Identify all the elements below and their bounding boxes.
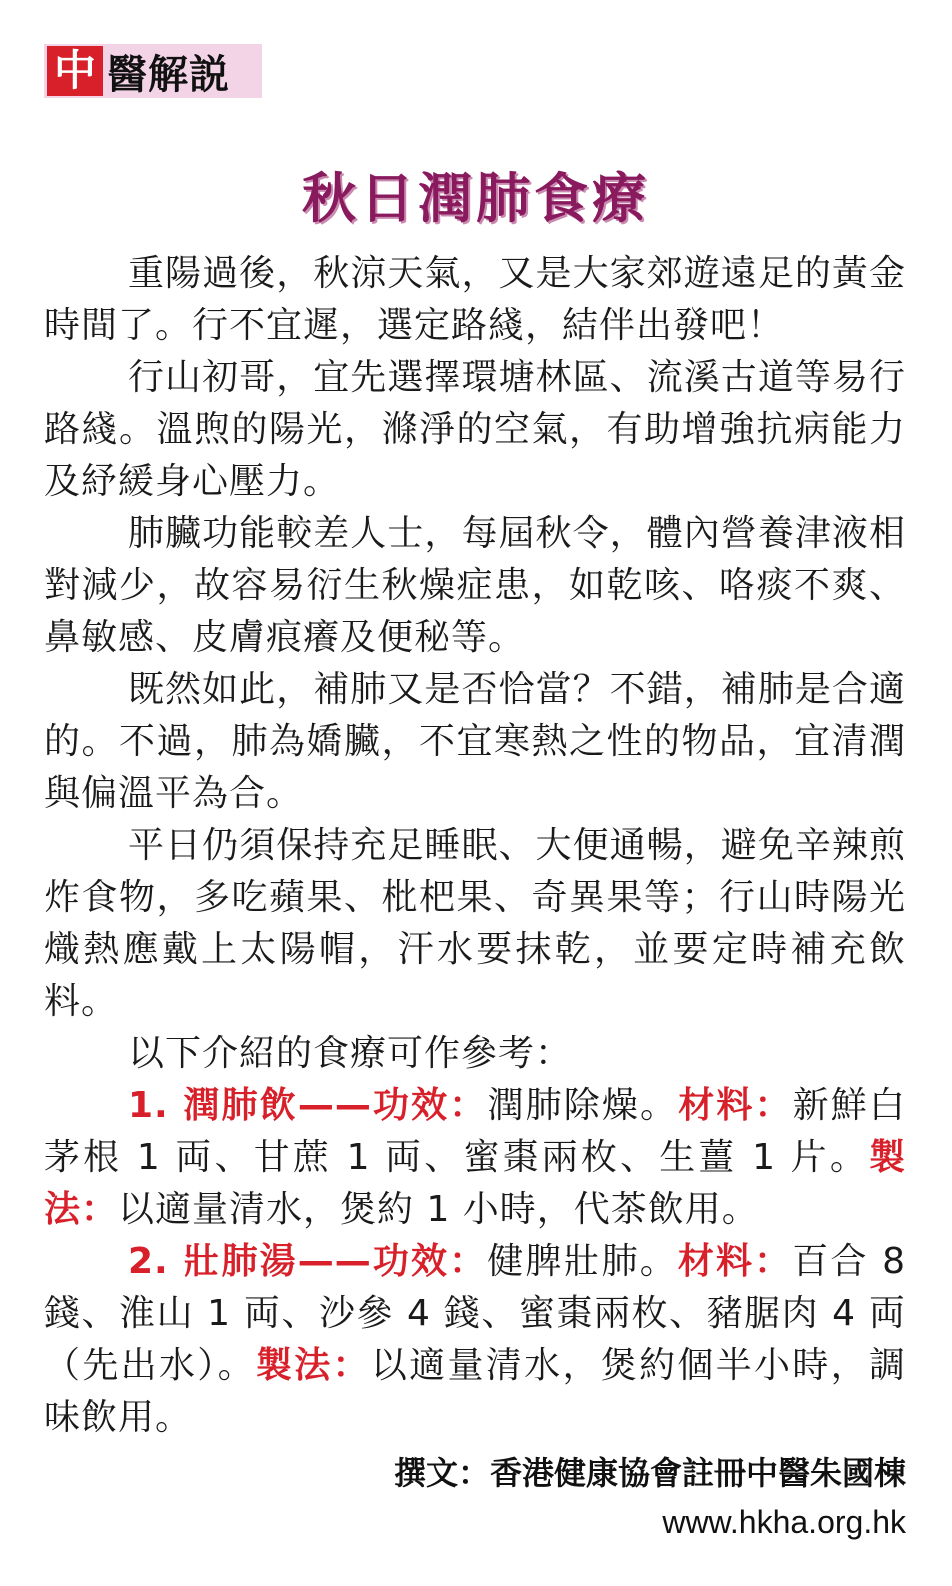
paragraph: 重陽過後，秋涼天氣，又是大家郊遊遠足的黃金時間了。行不宜遲，選定路綫，結伴出發吧！ [44, 253, 906, 346]
paragraph: 行山初哥，宜先選擇環塘林區、流溪古道等易行路綫。溫煦的陽光，滌淨的空氣，有助增強抗病能力及紓緩身心壓力。 [44, 357, 906, 502]
recipe-method: 以適量清水，煲約 1 小時，代茶飲用。 [118, 1189, 759, 1230]
recipe-method-label: 製法： [255, 1345, 371, 1386]
recipe-heading: 1. 潤肺飲——功效： [128, 1085, 488, 1126]
header-badge: 中 [47, 46, 103, 96]
section-header [44, 44, 262, 98]
recipe-effect: 潤肺除燥。 [487, 1085, 679, 1126]
header-label: 醫解説 [107, 51, 230, 98]
paragraph: 既然如此，補肺又是否恰當？不錯，補肺是合適的。不過，肺為嬌臟，不宜寒熱之性的物品，宜清潤與偏溫平為合。 [44, 669, 906, 814]
website-link[interactable]: www.hkha.org.hk [662, 1504, 906, 1540]
article-body [44, 248, 906, 1444]
recipe-item [44, 1236, 906, 1444]
recipe-materials: 新鮮白茅根 1 両、甘蔗 1 両、蜜棗兩枚、生薑 1 片。 [44, 1085, 906, 1178]
recipe-materials-label: 材料： [678, 1085, 793, 1126]
recipe-item [44, 1080, 906, 1236]
recipe-heading: 2. 壯肺湯——功效： [128, 1241, 488, 1282]
recipe-effect: 健脾壯肺。 [487, 1241, 678, 1282]
recipe-materials: 百合 8 錢、淮山 1 両、沙參 4 錢、蜜棗兩枚、豬腒肉 4 両（先出水）。 [44, 1241, 906, 1386]
paragraph: 肺臟功能較差人士，每屆秋令，體內營養津液相對減少，故容易衍生秋燥症患，如乾咳、咯痰不爽、鼻敏感、皮膚痕癢及便秘等。 [44, 513, 906, 658]
author-credit: 撰文：香港健康協會註冊中醫朱國棟 [393, 1454, 906, 1492]
paragraph: 以下介紹的食療可作參考： [128, 1033, 573, 1074]
paragraph: 平日仍須保持充足睡眠、大便通暢，避免辛辣煎炸食物，多吃蘋果、枇杷果、奇異果等；行山時陽光熾熱應戴上太陽帽，汗水要抹乾，並要定時補充飲料。 [44, 825, 906, 1022]
article-title: 秋日潤肺食療 [302, 167, 650, 230]
recipe-method: 以適量清水，煲約個半小時，調味飲用。 [44, 1345, 906, 1438]
recipe-materials-label: 材料： [677, 1241, 793, 1282]
recipe-method-label: 製法： [44, 1137, 906, 1230]
